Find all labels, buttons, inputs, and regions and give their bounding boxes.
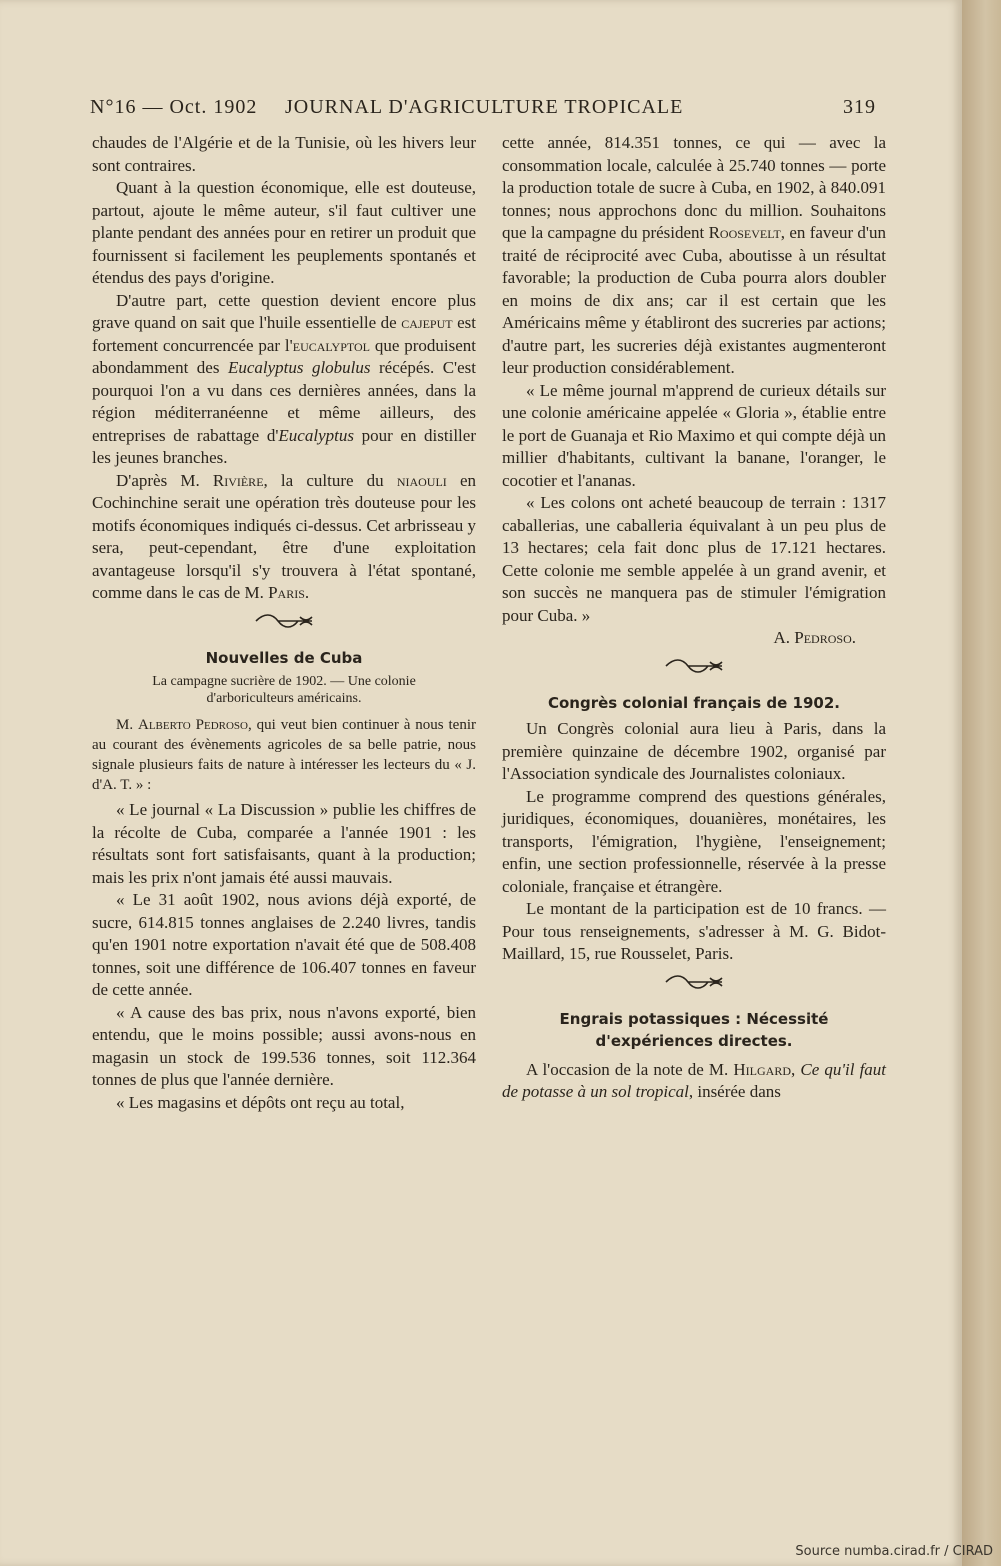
text: , la culture du (263, 470, 397, 490)
issue-label: N°16 — Oct. 1902 (90, 96, 258, 118)
paragraph: « Les colons ont acheté beaucoup de terrain : 1317 caballerias, une caballeria équivalant à un peu plus de 13 hectares; cela fait donc plus de 17.121 hectares. Cette colonie me semble appelée à un grand avenir, et son succès ne manquera pas de stimuler l'émigration pour Cuba. » (502, 493, 886, 625)
paragraph: Un Congrès colonial aura lieu à Paris, dans la première quinzaine de décembre 1902, organisé par l'Association syndicale des Journalistes coloniaux. (502, 719, 886, 783)
paragraph: Le montant de la participation est de 10 francs. — Pour tous renseignements, s'adresser à M. G. Bidot-Maillard, 15, rue Rousselet, Paris. (502, 899, 886, 963)
species-name: Eucalyptus globulus (227, 358, 371, 377)
text: cette année, 814.351 tonnes, ce qui — avec la consommation locale, calculée à 25.740 tonnes — porte la production totale de sucre à Cuba, en 1902, à 840.091 tonnes; nous approchons donc du million. Souhaitons que la campagne du président (502, 133, 886, 242)
term-niaouli: niaouli (396, 470, 447, 490)
journal-title: JOURNAL D'AGRICULTURE TROPICALE (285, 96, 684, 118)
paragraph: chaudes de l'Algérie et de la Tunisie, où les hivers leur sont contraires. (92, 133, 476, 175)
ornament-icon (254, 611, 314, 631)
text: récépés. C'est pourquoi l'on a vu dans ces dernières années, dans la région méditerranéenne et même ailleurs, des entreprises de rabattage d' (92, 358, 476, 445)
text: est fortement concurrencée par l' (92, 313, 476, 355)
paragraph (92, 715, 476, 795)
text: . (304, 583, 310, 602)
text: que produisent abondamment des (92, 335, 476, 377)
cited-title: Ce qu'il faut de potasse à un sol tropical (502, 1059, 887, 1101)
ornament-divider (92, 611, 476, 637)
name-hilgard: Hilgard (733, 1059, 791, 1079)
text: , en faveur d'un traité de réciprocité avec Cuba, aboutisse à un résultat favorable; la production de Cuba pourra alors doubler en moins de dix ans; car il est certain que les Américains même y établiront des sucreries par actions; d'autre part, les sucreries déjà existantes augmenteront leur production considérablement. (502, 223, 886, 377)
term-eucalyptol: eucalyptol (292, 335, 370, 355)
name-roosevelt: Roosevelt (708, 223, 781, 242)
text: pour en distiller les jeunes branches. (92, 425, 476, 467)
paragraph: « Le même journal m'apprend de curieux détails sur une colonie américaine appelée « Gloria », établie entre le port de Guanaja et Rio Maximo et qui compte déjà un millier d'habitants, cultivant la banane, l'oranger, le cocotier et l'ananas. (502, 380, 886, 490)
left-column (92, 132, 476, 1114)
paragraph (502, 132, 886, 380)
paragraph: « Le journal « La Discussion » publie les chiffres de la récolte de Cuba, comparée a l'année 1901 : les résultats sont fort satisfaisants, quant à la production; mais les prix n'ont jamais été aussi mauvais. (92, 800, 476, 887)
ornament-divider (502, 972, 886, 998)
page-number: 319 (843, 96, 876, 118)
text: M. (116, 717, 138, 733)
text: A l'occasion de la note de M. (526, 1059, 734, 1079)
paragraph (92, 470, 476, 605)
genus-name: Eucalyptus (278, 425, 354, 445)
signature: A. Pedroso. (773, 628, 856, 647)
text: , insérée dans (688, 1082, 781, 1101)
paragraph (92, 290, 476, 470)
term-cajeput: cajeput (401, 313, 453, 332)
source-credit: Source numba.cirad.fr / CIRAD (795, 1544, 993, 1559)
paragraph: Le programme comprend des questions générales, juridiques, économiques, douanières, monétaires, les transports, l'émigration, l'hygiène, l'enseignement; enfin, une section professionnelle, réservée à la presse coloniale, française et étrangère. (502, 786, 886, 896)
paragraph: Quant à la question économique, elle est douteuse, partout, ajoute le même auteur, s'il faut cultiver une plante pendant des années pour en retirer un produit que fournissent si facilement les peuplements spontanés et étendus des pays d'origine. (92, 178, 476, 287)
section-subtitle-cuba: La campagne sucrière de 1902. — Une colonie d'arboriculteurs américains. (152, 674, 416, 706)
section-title-cuba: Nouvelles de Cuba (205, 648, 363, 667)
paragraph (502, 1059, 886, 1104)
text: D'après M. (116, 470, 213, 490)
text: en Cochinchine serait une opération très douteuse pour les motifs économiques indiqués ci-dessus. Cet arbrisseau y sera, peut-cependant, être d'une exploitation avantageuse lorsqu'il s'y trouvera à l'état spontané, comme dans le cas de M. (92, 470, 476, 602)
right-column (502, 132, 886, 1104)
name-paris: Paris (268, 583, 305, 602)
author-pedroso: Alberto Pedroso (138, 717, 248, 733)
text: D'autre part, cette question devient encore plus grave quand on sait que l'huile essentielle de (92, 290, 476, 332)
paragraph: « Le 31 août 1902, nous avions déjà exporté, de sucre, 614.815 tonnes anglaises de 2.240 livres, tandis qu'en 1901 notre exportation n'avait été que de 508.408 tonnes, soit une différence de 106.407 tonnes en faveur de cette année. (92, 890, 476, 999)
paragraph: « Les magasins et dépôts ont reçu au total, (116, 1092, 405, 1112)
ornament-divider (502, 656, 886, 682)
running-header (90, 96, 890, 122)
page-edge (962, 0, 1001, 1566)
text: , (791, 1059, 801, 1079)
section-title-congres: Congrès colonial français de 1902. (547, 693, 840, 712)
author-riviere: Rivière (212, 470, 264, 490)
section-title-engrais: Engrais potassiques : Nécessité d'expériences directes. (559, 1009, 829, 1050)
text: , qui veut bien continuer à nous tenir au courant des évènements agricoles de sa belle patrie, nous signale plusieurs faits de nature à intéresser les lecteurs du « J. d'A. T. » : (92, 717, 476, 793)
paragraph: « A cause des bas prix, nous n'avons exporté, bien entendu, que le moins possible; aussi avons-nous en magasin un stock de 199.536 tonnes, soit 112.364 tonnes de plus que l'année dernière. (92, 1002, 476, 1089)
ornament-icon (664, 656, 724, 676)
ornament-icon (664, 972, 724, 992)
